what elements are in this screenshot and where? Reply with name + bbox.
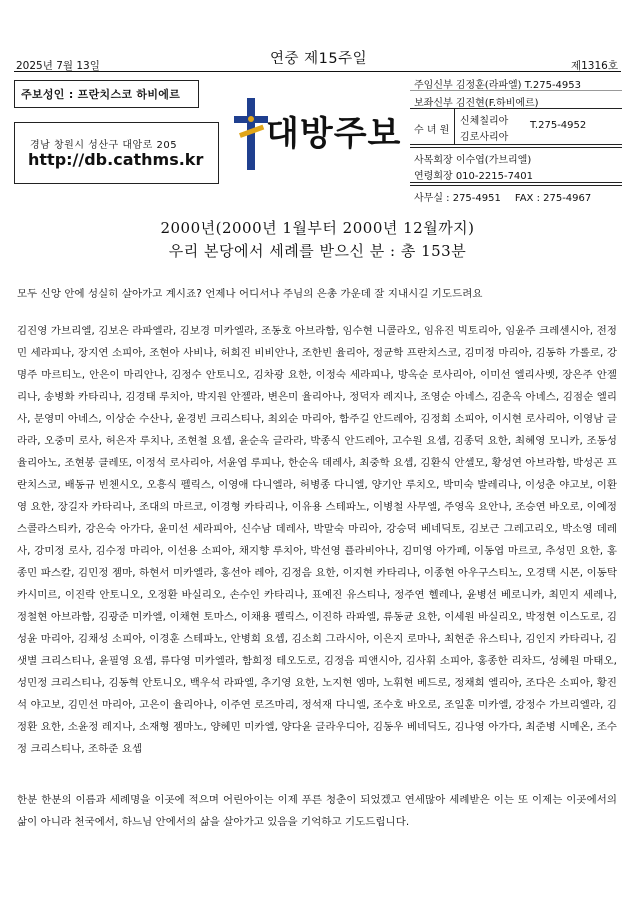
funeral-ministry-phone: 연령회장 010-2215-7401 bbox=[414, 171, 534, 182]
assistant-priest-row: 보좌신부 김진현(F.하비에르) bbox=[410, 91, 622, 109]
article-heading-period: 2000년(2000년 1월부터 2000년 12월까지) bbox=[160, 219, 475, 237]
baptized-names-list: 김진영 가브리엘, 김보은 라파엘라, 김보경 미카엘라, 조동호 아브라함, 임수현 니콜라오, 임유진 빅토리아, 임윤주 크레센시아, 전정민 세라피나, 장지연 소피아, 조현아 사비나, 허희진 비비안나, 조한빈 율리아, 정균학 프란치스코, 김미정 마리아, 김동하 가롤로, 강명주 마르티노, 안은이 마리안나, 김정수 안토니오, 김차광 요한, 이정숙 세라피나, 방옥순 로사리아, 이미선 엘리사벳, 장은주 안젤리나, 송병화 카타리나, 김경태 루치아, 박지원 안젤라, 변은미 율리아나, 정덕자 레지나, 조영순 아녜스, 김춘옥 아녜스, 김점순 엘리사, 문영미 아녜스, 이상순 수산나, 윤경빈 크리스티나, 최외순 마리아, 함주길 안드레아, 김정희 소피아, 이시현 로사리아, 이영남 글라라, 오중미 로사, 허은자 루치나, 조현철 요셉, 윤순옥 글라라, 박종식 안드레아, 고수원 요셉, 김종덕 요한, 최혜영 모니카, 조동성 율리아노, 조현봉 클레또, 이정석 로사리아, 서윤엽 루피나, 한순옥 데레사, 최중학 요셉, 김환식 안셀모, 황성연 아브라함, 박성곤 프란치스코, 배동규 빈첸시오, 오흥식 펠릭스, 이영애 다니엘라, 허병종 다니엘, 양기안 루치오, 박미숙 발레리나, 이성춘 야고보, 이환영 요한, 장길자 카타리나, 조대의 마르코, 이경형 카타리나, 이유용 스테파노, 이병철 사무엘, 주영옥 요안나, 조승연 바오로, 이예정 스콜라스티카, 강은숙 아가다, 윤미선 세라피아, 신수남 데레사, 박말숙 마리아, 강승덕 베네딕토, 김보근 그레고리오, 박소영 데레사, 강미정 로사, 김수정 마리아, 이선용 소피아, 채지향 루치아, 박선영 플라비아나, 김미영 아가페, 이동엽 마르코, 추성민 요한, 홍종민 파스칼, 김민정 젬마, 하현서 미카엘라, 홍선아 레아, 김정음 요한, 이지현 카타리나, 이종현 아우구스티노, 오경택 시몬, 이동탁 카시미르, 이진락 안토니오, 오정환 바실리오, 손수인 카타리나, 표예진 유스티나, 정주연 헬레나, 윤병선 베로니카, 최민지 세레나, 정철현 아브라함, 김광준 미카엘, 이채현 토마스, 이채용 펠릭스, 이진하 라파엘, 류동균 요한, 이세원 바실리오, 박정현 이스도로, 김성윤 마리아, 김채성 소피아, 이경훈 스테파노, 안병희 요셉, 김소희 그라시아, 이은지 로마나, 최현준 유스티나, 김인지 카타리나, 김샛별 크리스티나, 윤필영 요셉, 류다영 미카엘라, 함희정 테오도로, 김정음 피앤시아, 김사휘 소피아, 홍종한 리차드, 성혜원 마태오, 성민정 크리스티나, 김동혁 안토니오, 백우석 라파엘, 추기영 요한, 노지현 엠마, 노휘현 베드로, 정채희 엘리아, 조다은 소피아, 황진석 야고보, 김민선 마리아, 고은이 율리아나, 이주연 로즈마리, 정석재 다니엘, 조수호 바오로, 조일훈 미카엘, 강정수 가브리엘라, 김정환 요한, 소윤정 레지나, 소재형 젬마노, 양혜민 미카엘, 양다윤 글라우디아, 김동우 베네딕도, 김나영 아가다, 최준병 시메온, 조수정 크리스티나, 조하준 요셉 bbox=[17, 325, 617, 755]
convent-divider bbox=[454, 109, 455, 145]
office-phone: 사무실 : 275-4951 bbox=[414, 193, 501, 204]
office-fax: FAX : 275-4967 bbox=[514, 193, 592, 204]
council-row bbox=[410, 147, 622, 183]
liturgical-title: 연중 제15주일 bbox=[270, 51, 368, 67]
office-contact-row bbox=[410, 185, 622, 203]
article-heading-total: 우리 본당에서 세례를 받으신 분 : 총 153분 bbox=[168, 242, 467, 260]
issue-number: 제1316호 bbox=[570, 60, 618, 72]
issue-date: 2025년 7월 13일 bbox=[16, 60, 100, 72]
council-president: 사목회장 이수엽(가브리엘) bbox=[414, 155, 532, 166]
parish-address: 경남 창원시 성산구 대암로 205 bbox=[30, 140, 178, 151]
nun-name-2: 김로사리아 bbox=[460, 132, 509, 143]
convent-label: 수 녀 원 bbox=[414, 125, 450, 136]
pastor-row: 주임신부 김정훈(라파엘) T.275-4953 bbox=[410, 73, 622, 91]
intro-paragraph: 모두 신앙 안에 성실히 살아가고 계시죠? 언제나 어디서나 주님의 은총 가운데 잘 지내시길 기도드려요 bbox=[17, 288, 483, 300]
bulletin-logo-text: 대방주보 bbox=[266, 114, 402, 154]
convent-phone: T.275-4952 bbox=[530, 120, 587, 131]
closing-paragraph: 한분 한분의 이름과 세례명을 이곳에 적으며 어린아이는 이제 푸른 청춘이 되었겠고 연세많아 세례받은 이는 또 이제는 이곳에서의 삶이 아니라 천국에서, 하느님 안에서의 삶을 살아가고 있음을 기억하고 기도드립니다. bbox=[17, 794, 617, 828]
header-rule bbox=[14, 71, 621, 72]
patron-saint-box: 주보성인 : 프란치스코 하비에르 bbox=[14, 80, 199, 108]
convent-row bbox=[410, 109, 622, 145]
nun-name-1: 신체칠리아 bbox=[460, 116, 509, 127]
cross-logo-icon bbox=[234, 98, 268, 170]
website-link[interactable]: http://db.cathms.kr bbox=[28, 150, 204, 169]
